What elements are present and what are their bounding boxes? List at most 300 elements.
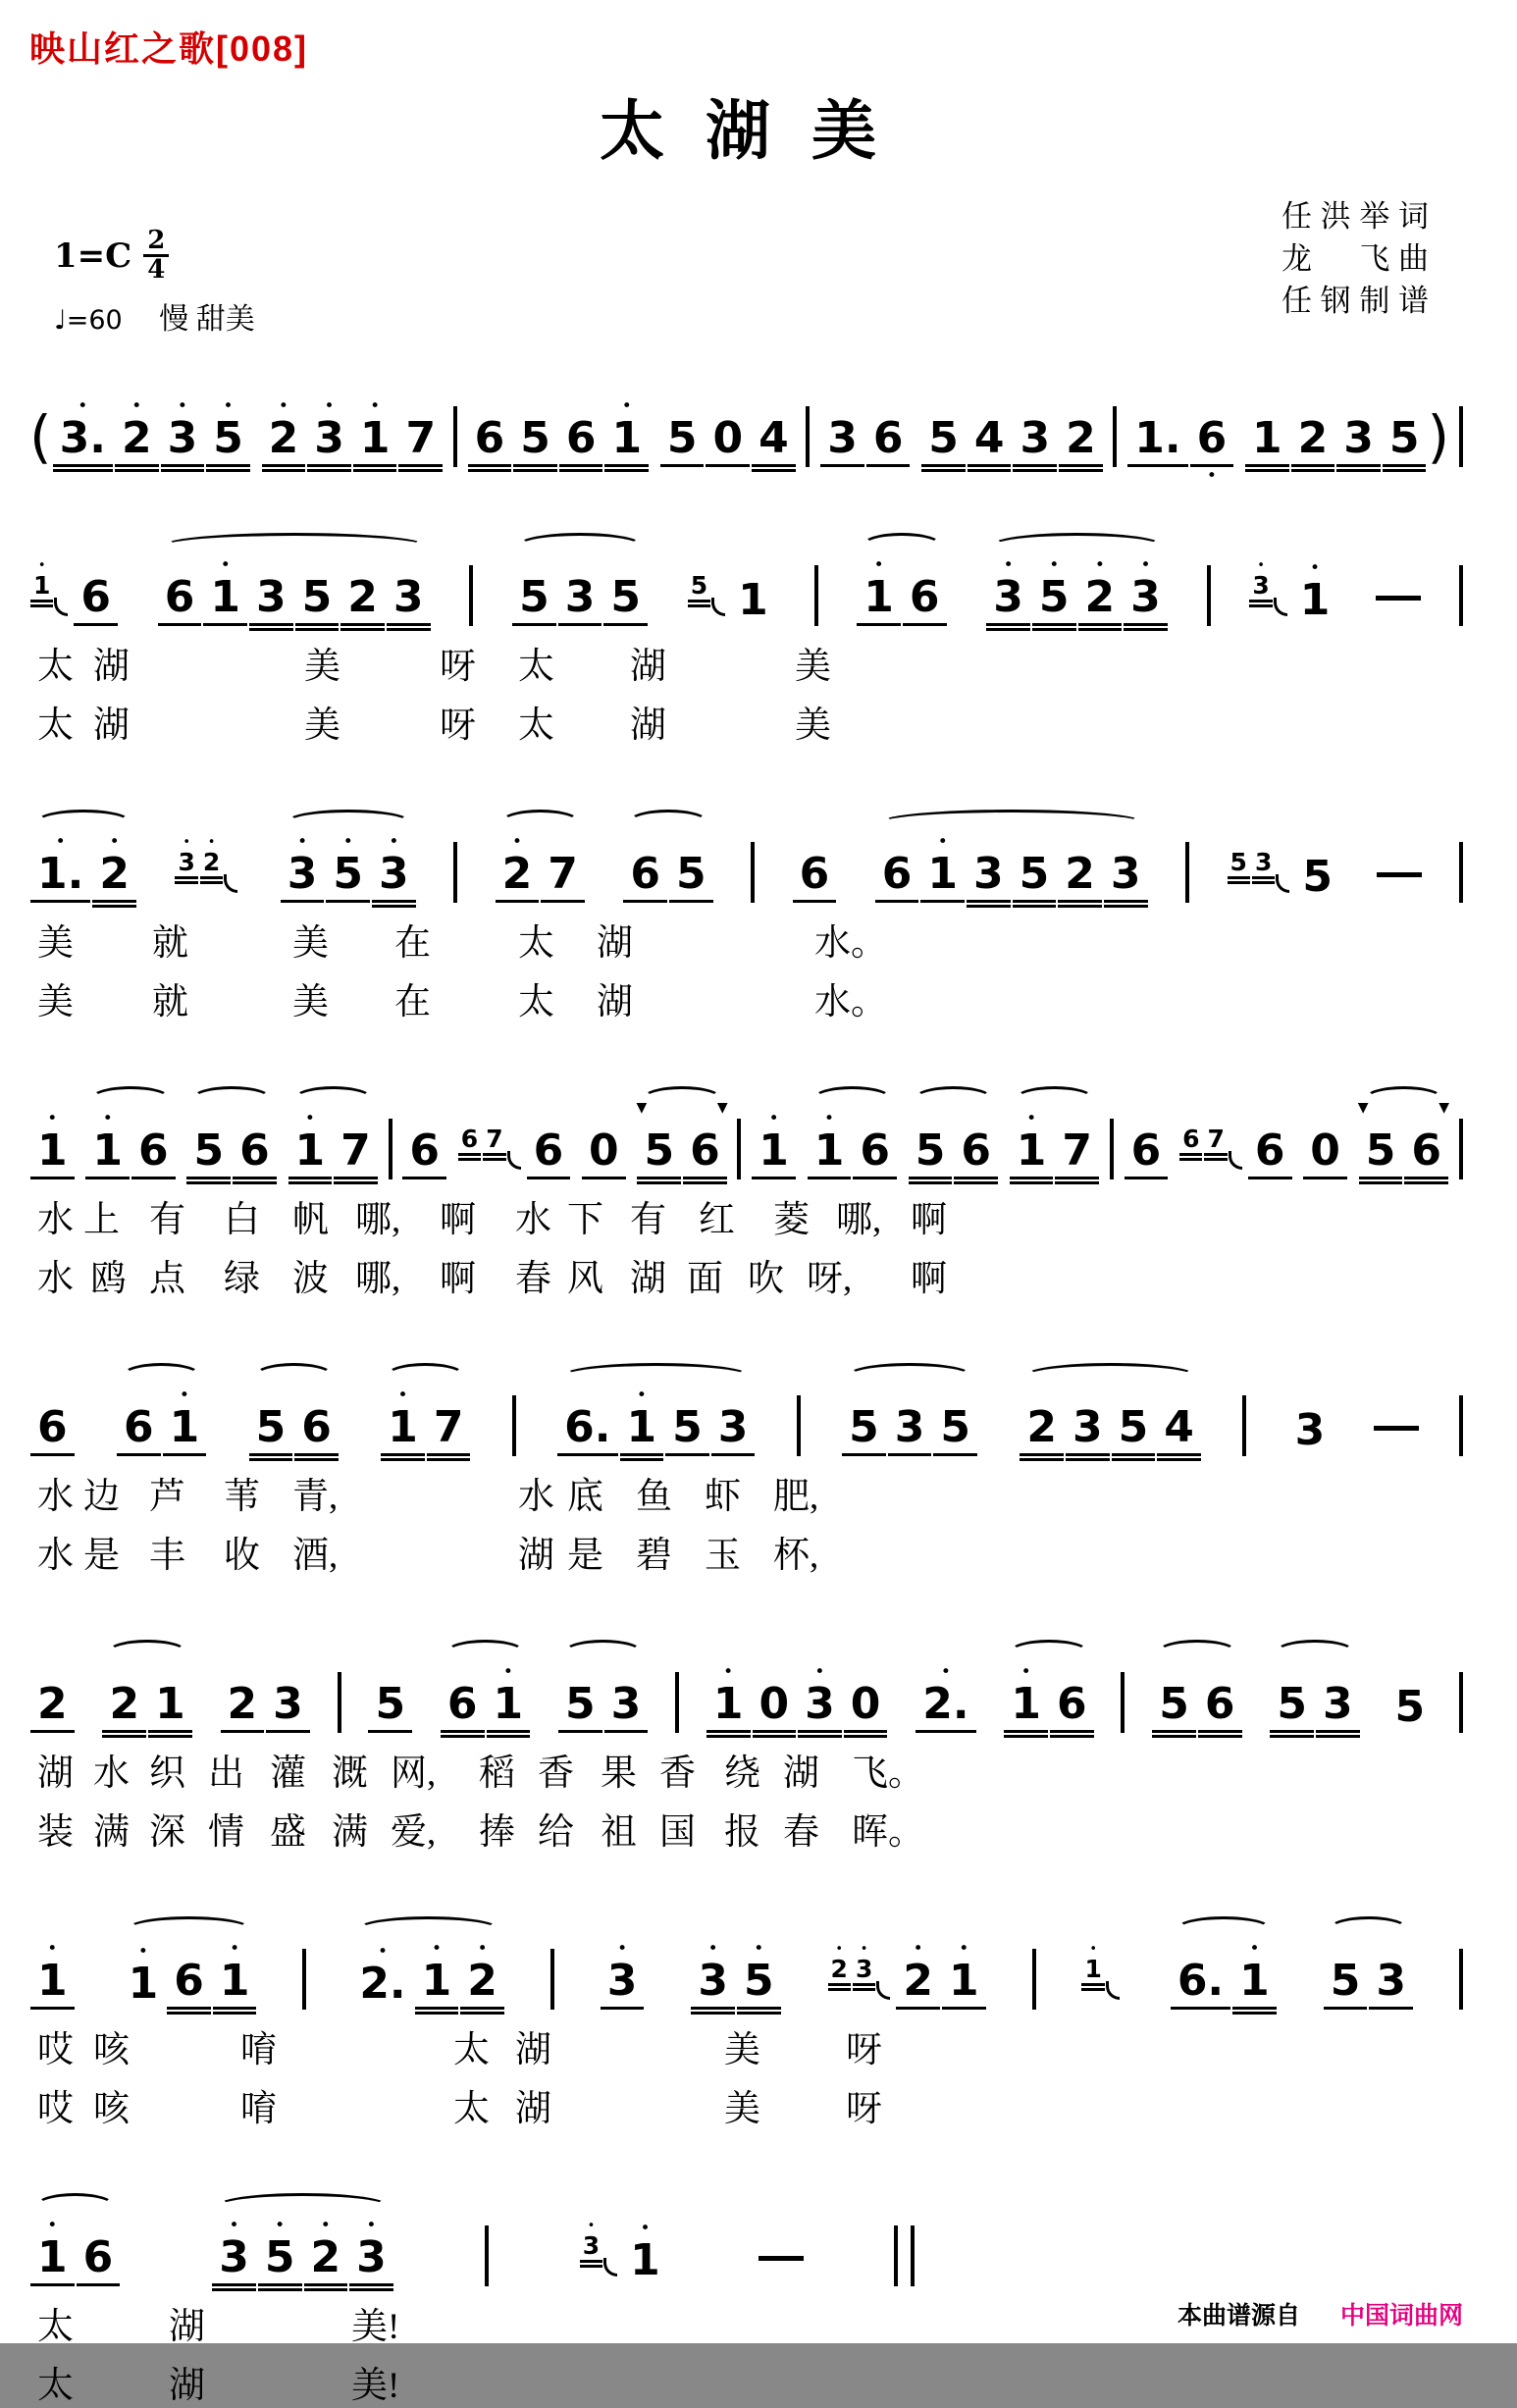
- note-group: [814, 536, 818, 626]
- lyric-char: 满: [332, 1812, 368, 1853]
- lyric-char: 水: [37, 1536, 74, 1576]
- note: [1171, 1942, 1230, 2010]
- note: [427, 1388, 471, 1456]
- note-number: 2: [1026, 1402, 1057, 1452]
- time-signature: [143, 228, 169, 285]
- lyric-row: [29, 1525, 1463, 1574]
- slur-group: [1003, 1636, 1094, 1733]
- note: [1295, 838, 1339, 903]
- lyric-char: 盛: [270, 1812, 306, 1853]
- note-number: 7: [340, 1125, 371, 1176]
- note-number: 1: [421, 1956, 452, 2006]
- slur-group: [1358, 1082, 1449, 1179]
- barline: [1113, 406, 1117, 467]
- note-group: [1227, 809, 1340, 903]
- octave-dot-above: •: [824, 1109, 835, 1128]
- lyric-char: 碧: [636, 1536, 672, 1576]
- note: [1127, 399, 1187, 467]
- barline: [1121, 1672, 1125, 1733]
- barline: [1459, 565, 1463, 626]
- lyric-char: 捧: [479, 1812, 515, 1853]
- octave-dot-above: •: [47, 1939, 58, 1959]
- note: [1004, 1662, 1048, 1733]
- lyric-char: 飞。: [852, 1754, 924, 1794]
- note-group: [29, 370, 251, 470]
- slur-group: [557, 1636, 649, 1733]
- note: [1248, 1112, 1292, 1179]
- lyric-char: 在: [394, 923, 431, 964]
- note-number: 1: [1011, 1679, 1041, 1729]
- note-group: [581, 1082, 627, 1179]
- lyric-char: 哪,: [355, 1259, 401, 1299]
- note-number: 5: [264, 2232, 295, 2282]
- lyric-char: 水: [93, 1754, 130, 1794]
- note-number: 6.: [1177, 1956, 1225, 2006]
- grace-note: [1249, 558, 1272, 602]
- note: [1152, 1665, 1196, 1733]
- lyric-char: 网,: [391, 1754, 437, 1794]
- note: [460, 1939, 504, 2010]
- note-number: 6: [123, 1402, 154, 1452]
- lyric-row: [29, 2019, 1463, 2068]
- lyric-char: 太: [518, 923, 554, 964]
- note-number: 6: [82, 2232, 114, 2282]
- note: [258, 2216, 302, 2286]
- slur-group: [841, 1359, 978, 1456]
- grace-note: [580, 2219, 602, 2263]
- note-number: 6: [1057, 1679, 1087, 1729]
- note-group: [1124, 1082, 1170, 1179]
- note-number: 6: [860, 1125, 890, 1176]
- footer-site-link[interactable]: 中国词曲网: [1339, 2302, 1463, 2329]
- barline: [1459, 1119, 1463, 1179]
- note-number: 6: [301, 1402, 332, 1452]
- note-number: 6: [174, 1956, 204, 2006]
- note: [1324, 1942, 1368, 2010]
- lyric-char: 湖: [37, 1754, 74, 1794]
- note-number: 6: [533, 1125, 564, 1176]
- lyric-char: 美: [304, 647, 340, 687]
- note-number: 3: [827, 413, 858, 463]
- note: [706, 399, 750, 467]
- note: [1245, 399, 1289, 467]
- grace-note: [30, 558, 53, 602]
- note-number: 1: [626, 1402, 657, 1452]
- barline: [797, 1395, 801, 1456]
- note-number: 6: [872, 413, 904, 463]
- note: [249, 558, 293, 626]
- note-number: 3: [314, 413, 344, 463]
- octave-dot-above: •: [1310, 558, 1321, 578]
- lyric-char: 水。: [814, 982, 887, 1022]
- lyric-char: 湖: [169, 2307, 205, 2347]
- lyric-char: 春: [515, 1259, 551, 1299]
- note-number: 3: [1322, 1679, 1353, 1729]
- note: [30, 1109, 75, 1179]
- note-group: [174, 809, 242, 903]
- note: [1013, 835, 1057, 903]
- note-group: [261, 370, 445, 467]
- note-number: 5: [255, 1402, 287, 1452]
- note-group: [915, 1636, 976, 1733]
- note: [582, 1112, 626, 1179]
- note: [691, 1939, 735, 2010]
- note-number: 3: [993, 572, 1023, 622]
- note: [558, 1665, 602, 1733]
- note-number: 5: [610, 572, 641, 622]
- octave-dot-above: •: [1089, 1942, 1097, 1957]
- note-number: 1: [37, 2232, 68, 2282]
- note-number: 5: [1388, 413, 1420, 463]
- note-number: 6: [446, 1679, 478, 1729]
- slur-group: [622, 806, 713, 903]
- note: [706, 1662, 751, 1733]
- lyric-char: 情: [208, 1812, 244, 1853]
- note: [604, 396, 649, 467]
- note-group: [29, 1082, 76, 1179]
- octave-dot-above: •: [304, 1109, 315, 1128]
- note: [665, 1388, 709, 1456]
- octave-dot-above: •: [636, 1386, 647, 1405]
- note-number: 1: [33, 571, 51, 600]
- barline: [302, 1949, 306, 2010]
- grace-hook-icon: [507, 1151, 521, 1170]
- note: [30, 2216, 75, 2286]
- note-group: [751, 812, 755, 903]
- note-group: [751, 1082, 797, 1179]
- note: [117, 1388, 161, 1456]
- note: [334, 1112, 378, 1179]
- note: [844, 1665, 888, 1733]
- note-number: 6.: [564, 1402, 611, 1452]
- note-group: [1121, 1643, 1125, 1733]
- note-number: 7: [486, 1125, 503, 1153]
- tempo-mark: ♩=60: [54, 305, 123, 336]
- note-number: 4: [1164, 1402, 1194, 1452]
- lyric-char: 波: [292, 1259, 329, 1299]
- note: [381, 1388, 425, 1456]
- note: [92, 832, 136, 903]
- note: [326, 832, 370, 903]
- note-number: 1: [948, 1956, 979, 2006]
- barline: [485, 2225, 489, 2286]
- lyric-char: 唷: [240, 2030, 277, 2070]
- lyric-row: [29, 1248, 1463, 1297]
- grace-note: [1204, 1115, 1227, 1156]
- note-group: [550, 1919, 554, 2010]
- grace-note: [200, 835, 223, 879]
- note-group: [687, 532, 776, 626]
- accent-icon: ▼: [636, 1100, 648, 1116]
- octave-dot-above: •: [78, 396, 88, 416]
- lyric-char: 春: [783, 1812, 819, 1853]
- lyric-char: 美: [292, 982, 329, 1022]
- barline: [1242, 1395, 1246, 1456]
- note: [1125, 1112, 1169, 1179]
- note-number: 0: [1310, 1125, 1340, 1176]
- lyric-char: 果: [601, 1754, 637, 1794]
- lyric-char: 美: [292, 923, 329, 964]
- octave-dot-above: •: [913, 1939, 923, 1959]
- slur-group: [380, 1359, 471, 1456]
- duration-dash: [758, 2256, 804, 2261]
- barline: [814, 565, 818, 626]
- lyric-char: 湖: [630, 647, 666, 687]
- note: [920, 832, 965, 903]
- note-number: 7: [1207, 1125, 1225, 1153]
- lyric-char: 哪,: [836, 1200, 882, 1240]
- note: [559, 399, 603, 467]
- octave-dot-above: •: [230, 1939, 240, 1959]
- lyric-char: 水: [515, 1200, 551, 1240]
- note: [875, 835, 919, 903]
- note-number: 3: [1294, 1405, 1326, 1455]
- octave-dot-above: •: [723, 1662, 734, 1682]
- grace-note: [853, 1942, 875, 1986]
- note-number: 6: [630, 849, 661, 899]
- note: [131, 1112, 176, 1179]
- octave-dot-above: •: [177, 396, 187, 416]
- barline: [1185, 842, 1189, 903]
- note-number: 2: [109, 1679, 140, 1729]
- note-number: 1: [219, 1956, 250, 2006]
- slur-group: [29, 806, 137, 903]
- note-group: [1110, 1089, 1114, 1179]
- slur-group: [351, 1912, 505, 2010]
- lyric-char: 水: [37, 1200, 74, 1240]
- lyric-char: 是: [83, 1536, 120, 1576]
- lyric-char: 是: [567, 1536, 603, 1576]
- note-number: 5: [928, 413, 959, 463]
- slur-group: [116, 1359, 207, 1456]
- note: [967, 835, 1011, 903]
- note: [604, 1665, 649, 1733]
- note-number: 3: [256, 572, 287, 622]
- footer: [1177, 2296, 1463, 2331]
- lyric-char: 太: [453, 2030, 490, 2070]
- note-number: 1: [1084, 1955, 1102, 1983]
- note-number: 6: [1254, 1125, 1285, 1176]
- note: [731, 561, 775, 626]
- lyric-char: 湖: [518, 1536, 554, 1576]
- lyric-char: 湖: [597, 923, 633, 964]
- note: [30, 1939, 75, 2010]
- slur-group: [101, 1636, 192, 1733]
- barline: [453, 842, 457, 903]
- barline: [751, 842, 755, 903]
- notation-score: [29, 365, 1463, 2404]
- lyric-char: 边: [83, 1477, 120, 1517]
- note-group: [469, 536, 473, 626]
- octave-dot-above: •: [477, 1939, 488, 1959]
- lyric-char: 出: [208, 1754, 244, 1794]
- series-label: 映山红之歌[008]: [29, 28, 309, 69]
- lyric-char: 给: [538, 1812, 574, 1853]
- parenthesis: ): [1427, 403, 1450, 470]
- note: [1270, 1665, 1314, 1733]
- barline: [512, 1395, 516, 1456]
- note: [468, 399, 512, 467]
- note: [1112, 1388, 1156, 1456]
- note: [295, 558, 340, 626]
- octave-dot-above: •: [587, 2219, 596, 2233]
- note-number: 5: [915, 1125, 946, 1176]
- lyric-char: 呀,: [807, 1259, 853, 1299]
- note: [820, 399, 864, 467]
- note: [304, 2216, 348, 2286]
- note-number: 6: [881, 849, 913, 899]
- octave-dot-above: •: [297, 832, 308, 852]
- note-number: 1: [388, 1402, 418, 1452]
- lyric-char: 湖: [783, 1754, 819, 1794]
- note: [1404, 1112, 1448, 1179]
- note-group: [1459, 1643, 1463, 1733]
- lyric-char: 啊: [911, 1200, 947, 1240]
- note-group: [29, 1359, 76, 1456]
- lyric-char: 风: [567, 1259, 603, 1299]
- octave-dot-above: •: [1049, 555, 1060, 575]
- lyric-char: 哎: [37, 2030, 74, 2070]
- note-number: 5: [1394, 1682, 1426, 1732]
- note-number: 3: [273, 1679, 303, 1729]
- octave-dot-above: •: [377, 1942, 388, 1962]
- note-number: 5: [690, 571, 708, 600]
- meter-denominator: 4: [147, 255, 166, 286]
- slur-group: [511, 529, 649, 626]
- lyric-char: 哎: [37, 2089, 74, 2129]
- grace-hook-icon: [1106, 1981, 1120, 2000]
- note-number: 6: [1411, 1125, 1441, 1176]
- note-number: 5: [1019, 849, 1050, 899]
- note: [623, 2219, 667, 2286]
- note-group: [302, 1919, 306, 2010]
- note-group: [920, 370, 1104, 467]
- note-number: 6: [239, 1125, 270, 1176]
- lyric-char: 就: [152, 982, 188, 1022]
- note-group: [453, 377, 457, 467]
- note: [122, 1942, 166, 2010]
- note-number: 3: [1072, 1402, 1103, 1452]
- note-number: 1.: [1134, 413, 1181, 463]
- grace-hook-icon: [224, 874, 237, 893]
- lyric-char: 湖: [630, 706, 666, 746]
- note-number: 3: [855, 1955, 873, 1983]
- grace-hook-icon: [876, 1981, 890, 2000]
- note: [158, 558, 202, 626]
- note-number: 1: [1239, 1956, 1270, 2006]
- note: [1020, 1388, 1064, 1456]
- barline: [338, 1672, 341, 1733]
- note-number: 5: [1038, 572, 1070, 622]
- note-number: 3: [610, 1679, 642, 1729]
- note: [683, 1112, 727, 1179]
- note-number: 5: [940, 1402, 970, 1452]
- lyric-char: 水: [37, 1477, 74, 1517]
- octave-dot-above: •: [109, 832, 120, 852]
- grace-note: [175, 835, 197, 879]
- barline: [1459, 406, 1463, 467]
- lyric-char: 装: [37, 1812, 74, 1853]
- octave-dot-below: •: [1206, 466, 1217, 486]
- note-group: [1126, 370, 1234, 486]
- lyric-char: 点: [149, 1259, 185, 1299]
- note: [372, 832, 416, 903]
- grace-hook-icon: [603, 2258, 617, 2277]
- note-group: [706, 1636, 889, 1733]
- note-number: 5: [520, 413, 550, 463]
- note: [637, 1112, 681, 1179]
- note: [1288, 1391, 1333, 1456]
- note: [808, 1109, 852, 1179]
- note: [441, 1665, 485, 1733]
- octave-dot-above: •: [1020, 1662, 1031, 1682]
- slur-group: [185, 1082, 277, 1179]
- note-number: 6: [1182, 1125, 1200, 1153]
- barline: [1110, 1119, 1114, 1179]
- lyric-char: 帆: [292, 1200, 329, 1240]
- note-number: 0: [758, 1679, 790, 1729]
- note: [115, 396, 159, 467]
- octave-dot-above: •: [275, 2216, 286, 2235]
- lyric-char: 杯,: [773, 1536, 819, 1576]
- lyric-char: 美!: [351, 2307, 400, 2347]
- note: [1336, 399, 1381, 467]
- note: [921, 399, 966, 467]
- tempo-expression: 慢 甜美: [159, 303, 255, 336]
- lyric-row: [29, 1189, 1463, 1238]
- lyric-char: 美: [724, 2030, 760, 2070]
- accent-icon: ▼: [1439, 1100, 1449, 1116]
- lyric-row: [29, 1466, 1463, 1515]
- note: [186, 1112, 231, 1179]
- lyric-char: 鸥: [90, 1259, 127, 1299]
- note: [909, 1112, 953, 1179]
- lyric-row: [29, 695, 1463, 744]
- note: [933, 1388, 977, 1456]
- note: [752, 1109, 796, 1179]
- note-number: 1: [155, 1679, 185, 1729]
- lyric-char: 菱: [773, 1200, 810, 1240]
- lyric-char: 红: [699, 1200, 735, 1240]
- note-number: 0: [712, 413, 744, 463]
- octave-dot-above: •: [621, 396, 632, 416]
- octave-dot-above: •: [502, 1662, 513, 1682]
- note: [1387, 1668, 1432, 1733]
- barline: [1459, 1672, 1463, 1733]
- octave-dot-above: •: [37, 558, 46, 573]
- barline: [469, 565, 473, 626]
- note: [1032, 555, 1076, 626]
- lyric-char: 水。: [814, 923, 887, 964]
- note-number: 1: [927, 849, 959, 899]
- note-group: [1242, 1366, 1246, 1456]
- lyric-row: [29, 971, 1463, 1021]
- barline: [1459, 842, 1463, 903]
- note: [213, 1939, 257, 2010]
- note: [398, 399, 443, 467]
- note: [557, 1388, 617, 1456]
- note-group: [1178, 1082, 1292, 1179]
- note-number: 3: [564, 572, 596, 622]
- note-number: 6: [799, 849, 830, 899]
- note-number: 6: [37, 1402, 68, 1452]
- note-number: 6: [80, 572, 112, 622]
- note-group: [1459, 1366, 1463, 1456]
- note-group: [457, 1082, 571, 1179]
- lyric-char: 稻: [479, 1754, 515, 1794]
- note-group: [797, 1366, 801, 1456]
- lyric-char: 满: [93, 1812, 130, 1853]
